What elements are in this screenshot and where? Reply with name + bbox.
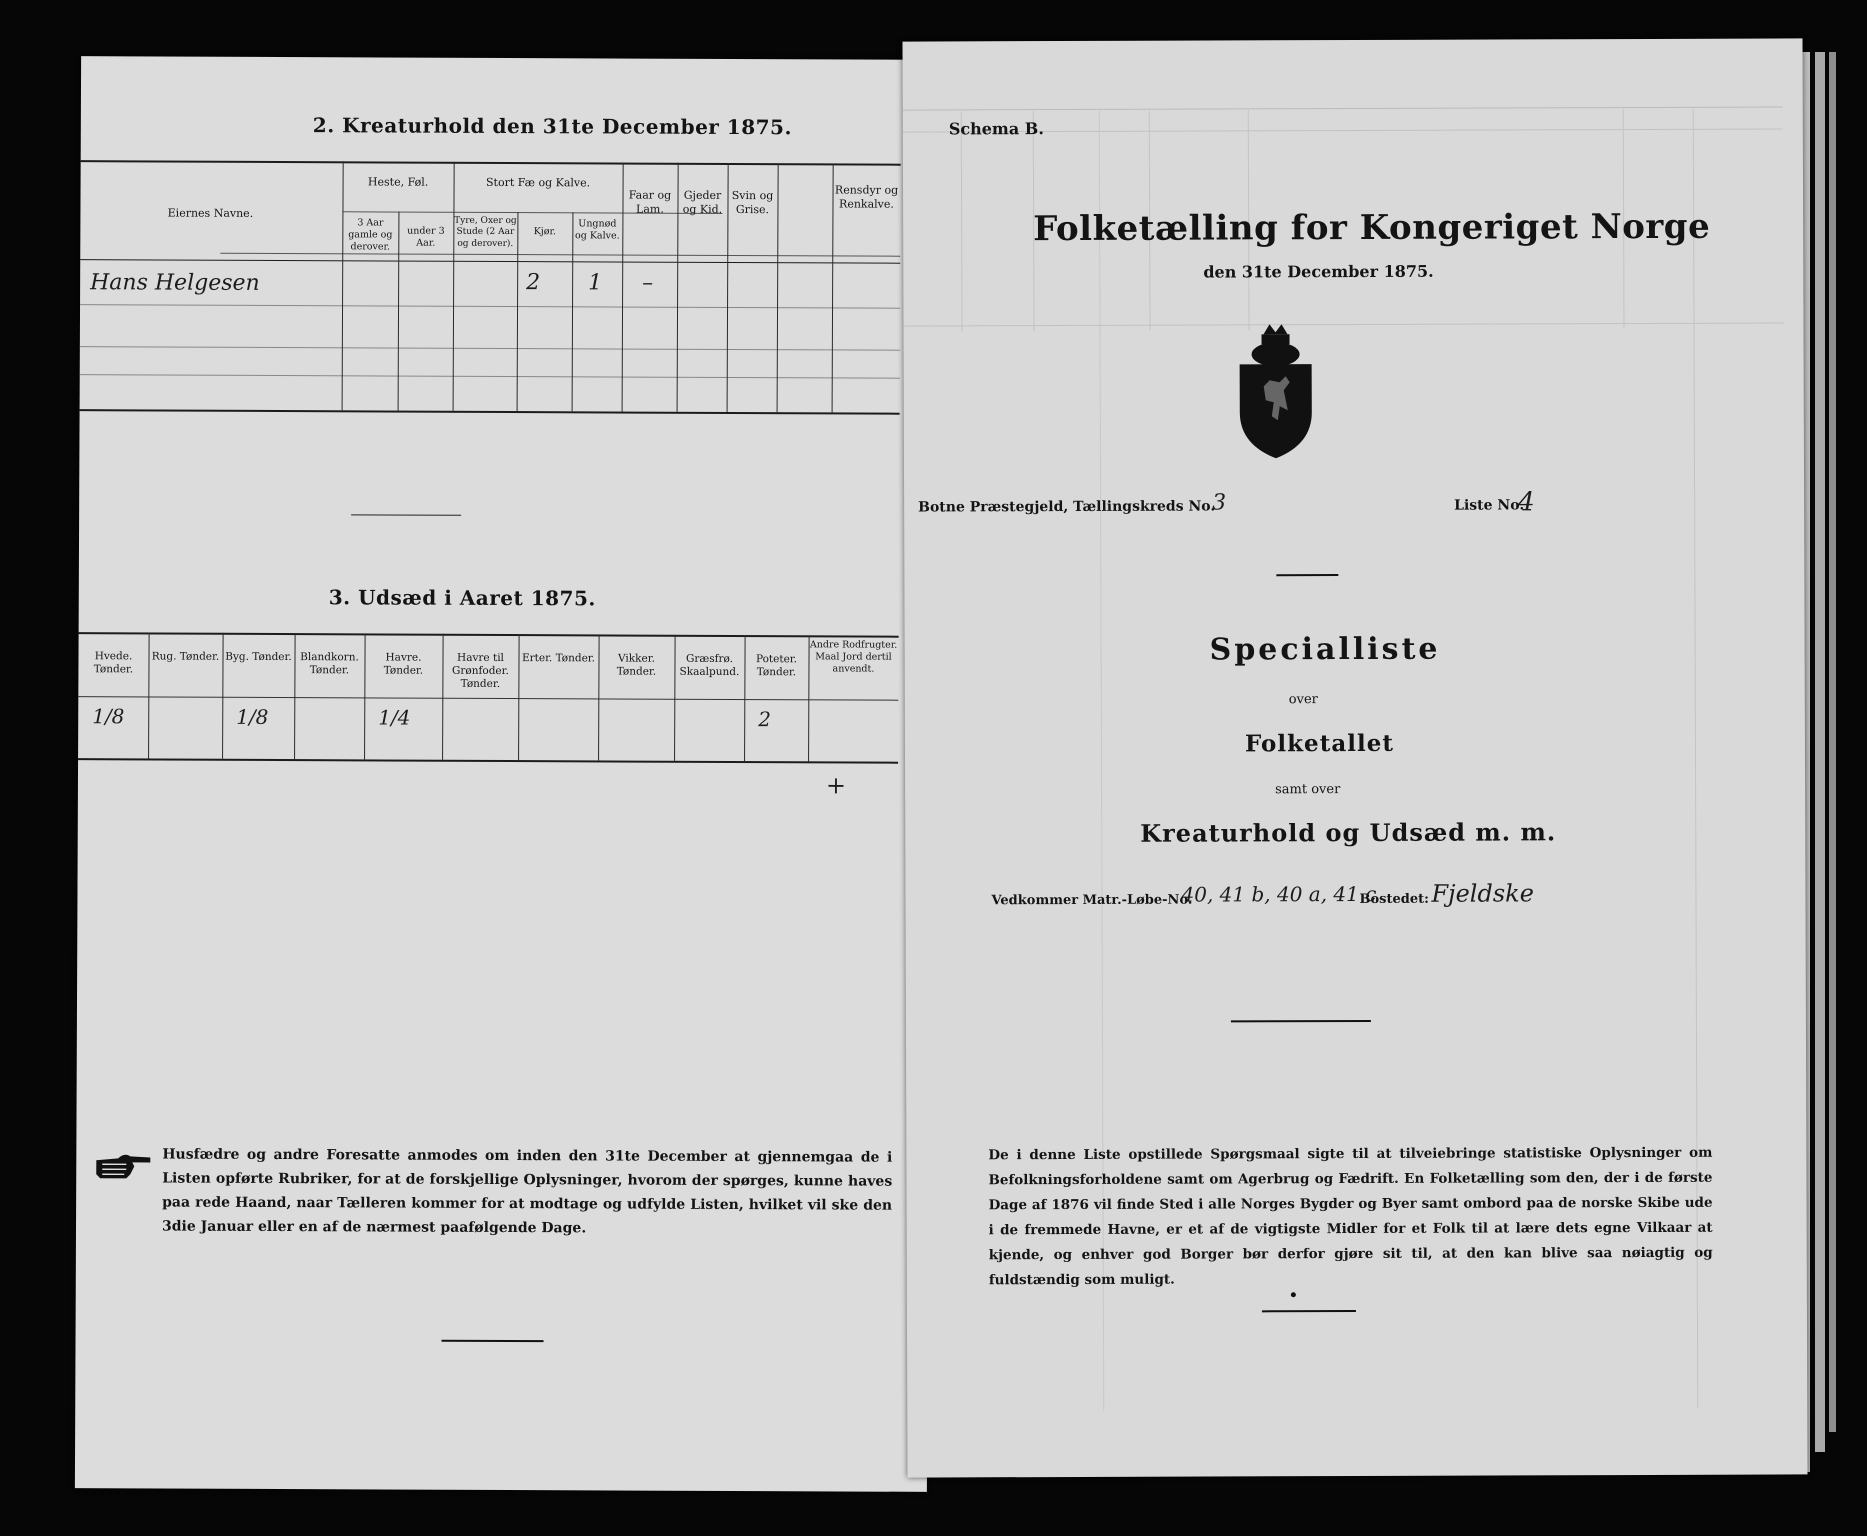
matr-value: 40, 41 b, 40 a, 41 c: [1181, 881, 1377, 907]
faar-value: –: [642, 270, 654, 296]
rensdyr-header: Rensdyr og Renkalve.: [834, 183, 899, 211]
seed-column-header: Havre. Tønder.: [383, 651, 424, 677]
kjor-subheader: Kjør.: [533, 226, 557, 238]
divider: [442, 1340, 544, 1342]
matr-label: Vedkommer Matr.-Løbe-No.: [991, 892, 1193, 909]
right-page: [902, 38, 1807, 1477]
kjor-value: 2: [526, 270, 541, 296]
liste-value: 4: [1518, 487, 1535, 518]
tyre-subheader: Tyre, Oxer og Stude (2 Aar og derover).: [454, 215, 517, 249]
left-page: [75, 56, 933, 1492]
seed-value-cell: 2: [758, 707, 772, 732]
census-paragraph: De i denne Liste opstillede Spørgsmaal sigte til at tilveiebringe statistiske Oplysninger om Befolkningsforholdene samt om Agerbrug og Fædrift. En Folketælling som den, der i de første Dage af 1876 vil finde Sted i alle Norges Bygder og Byer samt ombord paa de norske Skibe ude i de fremmede Havne, er et af de vigtigste Midler for et Folk til at lære dets egne Vilkaar at kjende, og enhver god Borger bør derfor gjøre sit til, at den kan blive saa nøiagtig og fuldstændig som muligt.: [988, 1144, 1713, 1289]
liste-label: Liste No.: [1454, 497, 1525, 514]
faar-header: Faar og Lam.: [628, 188, 672, 216]
seed-value-cell: 1/4: [378, 705, 411, 730]
gjeder-header: Gjeder og Kid.: [682, 188, 723, 216]
seed-value-cell: 1/8: [92, 704, 125, 729]
page-edge: [1829, 52, 1836, 1432]
notice-text: Husfædre og andre Foresatte anmodes om inden den 31te December at gjennemgaa de i Listen opførte Rubriker, for at de forskjellige Oplysninger, hvorom der spørges, kunne haves paa rede Haand, naar Tælleren kommer for at modtage og udfylde Listen, hvilket vil ske den 3die Januar eller en af de nærmest paafølgende Dage.: [161, 1146, 893, 1237]
cross-mark: +: [825, 771, 847, 800]
folketallet-heading: Folketallet: [1244, 729, 1394, 758]
prestegjeld-label: Botne Præstegjeld, Tællingskreds No.: [918, 498, 1216, 516]
seed-value-cell: 1/8: [236, 704, 269, 729]
seed-column-header: Erter. Tønder.: [521, 652, 596, 665]
divider: [1262, 1310, 1356, 1312]
census-title: Folketælling for Kongeriget Norge: [1033, 206, 1711, 250]
stort-fae-header: Stort Fæ og Kalve.: [485, 175, 591, 190]
ungnod-value: 1: [588, 270, 603, 296]
section2-title: 2. Kreaturhold den 31te December 1875.: [312, 113, 793, 140]
seed-column-header: Rug. Tønder.: [151, 650, 220, 663]
seed-column-header: Græsfrø. Skaalpund.: [679, 652, 740, 679]
divider: [351, 514, 461, 515]
divider: [1231, 1020, 1371, 1022]
owner-name: Hans Helgesen: [90, 270, 260, 296]
kreaturhold-heading: Kreaturhold og Udsæd m. m.: [1140, 817, 1557, 848]
seed-column-header: Hvede. Tønder.: [93, 650, 134, 676]
section3-title: 3. Udsæd i Aaret 1875.: [328, 585, 596, 611]
ghost-rule: [903, 323, 1783, 327]
owner-column-header: Eiernes Navne.: [167, 206, 254, 220]
bosted-label: Bostedet:: [1359, 891, 1429, 907]
seed-column-header: Byg. Tønder.: [225, 650, 292, 664]
dot-mark: [1291, 1292, 1296, 1297]
divider: [1276, 574, 1338, 576]
svin-header: Svin og Grise.: [731, 188, 774, 216]
seed-column-header: Havre til Grønfoder. Tønder.: [452, 651, 509, 691]
samt-over-label: samt over: [1275, 782, 1341, 798]
heste-header: Heste, Føl.: [367, 175, 429, 189]
seed-column-header: Vikker. Tønder.: [616, 652, 657, 678]
tellingskreds-value: 3: [1212, 490, 1227, 516]
seed-column-header: Andre Rodfrugter. Maal Jord dertil anvendt.: [809, 639, 898, 675]
over-label: over: [1288, 692, 1318, 708]
ghost-rule: [903, 107, 1783, 111]
page-edge: [1815, 52, 1825, 1452]
seed-column-header: Blandkorn. Tønder.: [300, 651, 359, 677]
heste-old-subheader: 3 Aar gamle og derover.: [348, 217, 393, 253]
norway-coat-of-arms-icon: [1233, 320, 1318, 464]
bosted-value: Fjeldske: [1431, 879, 1534, 908]
specialliste-heading: Specialliste: [1209, 631, 1441, 668]
seed-column-header: Poteter. Tønder.: [755, 653, 798, 679]
pointing-hand-icon: [94, 1150, 152, 1186]
ungnod-subheader: Ungnød og Kalve.: [574, 218, 620, 242]
heste-young-subheader: under 3 Aar.: [407, 225, 445, 249]
ghost-rule: [961, 111, 963, 331]
census-date: den 31te December 1875.: [1203, 261, 1434, 282]
schema-label: Schema B.: [948, 119, 1044, 139]
